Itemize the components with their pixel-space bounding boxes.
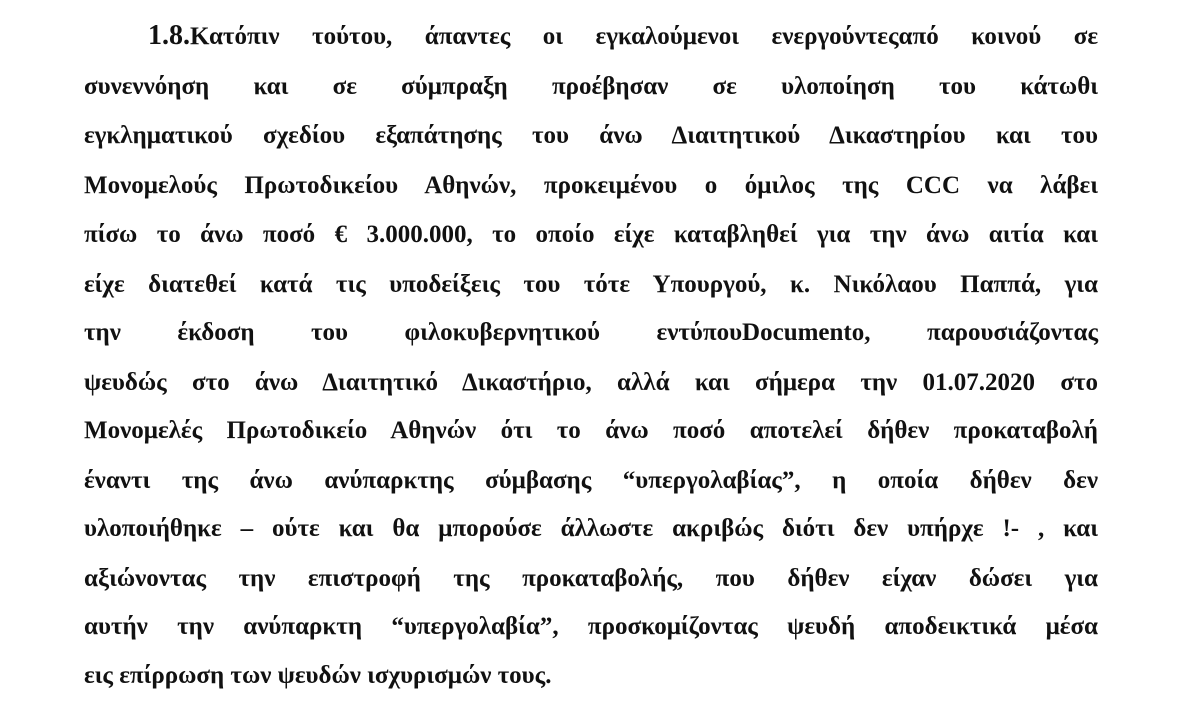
- paragraph-line-12: αξιώνοντας την επιστροφή της προκαταβολής, που δήθεν είχαν δώσει για: [84, 565, 1098, 592]
- paragraph-line-5: πίσω το άνω ποσό € 3.000.000, το οποίο είχε καταβληθεί για την άνω αιτία και: [84, 221, 1098, 248]
- paragraph-line-2: συνεννόηση και σε σύμπραξη προέβησαν σε υλοποίηση του κάτωθι: [84, 73, 1098, 100]
- paragraph-line-14: εις επίρρωση των ψευδών ισχυρισμών τους.: [84, 662, 552, 689]
- paragraph-line-1: [148, 12, 1098, 60]
- paragraph-line-11: υλοποιήθηκε – ούτε και θα μπορούσε άλλωστε ακριβώς διότι δεν υπήρχε !- , και: [84, 515, 1098, 542]
- paragraph-line-10: έναντι της άνω ανύπαρκτης σύμβασης “υπεργολαβίας”, η οποία δήθεν δεν: [84, 467, 1098, 494]
- line-text: Κατόπιν τούτου, άπαντες οι εγκαλούμενοι ενεργούντεςαπό κοινού σε: [190, 23, 1098, 50]
- paragraph-line-7: την έκδοση του φιλοκυβερνητικού εντύπουDocumento, παρουσιάζοντας: [84, 319, 1098, 346]
- paragraph-line-6: είχε διατεθεί κατά τις υποδείξεις του τότε Υπουργού, κ. Νικόλαου Παππά, για: [84, 271, 1098, 298]
- paragraph-line-8: ψευδώς στο άνω Διαιτητικό Δικαστήριο, αλλά και σήμερα την 01.07.2020 στο: [84, 369, 1098, 396]
- paragraph-line-4: Μονομελούς Πρωτοδικείου Αθηνών, προκειμένου ο όμιλος της CCC να λάβει: [84, 172, 1098, 199]
- paragraph-line-3: εγκληματικού σχεδίου εξαπάτησης του άνω Διαιτητικού Δικαστηρίου και του: [84, 122, 1098, 149]
- paragraph-line-9: Μονομελές Πρωτοδικείο Αθηνών ότι το άνω ποσό αποτελεί δήθεν προκαταβολή: [84, 417, 1098, 444]
- paragraph-number: 1.8.: [148, 20, 190, 51]
- paragraph-line-13: αυτήν την ανύπαρκτη “υπεργολαβία”, προσκομίζοντας ψευδή αποδεικτικά μέσα: [84, 613, 1098, 640]
